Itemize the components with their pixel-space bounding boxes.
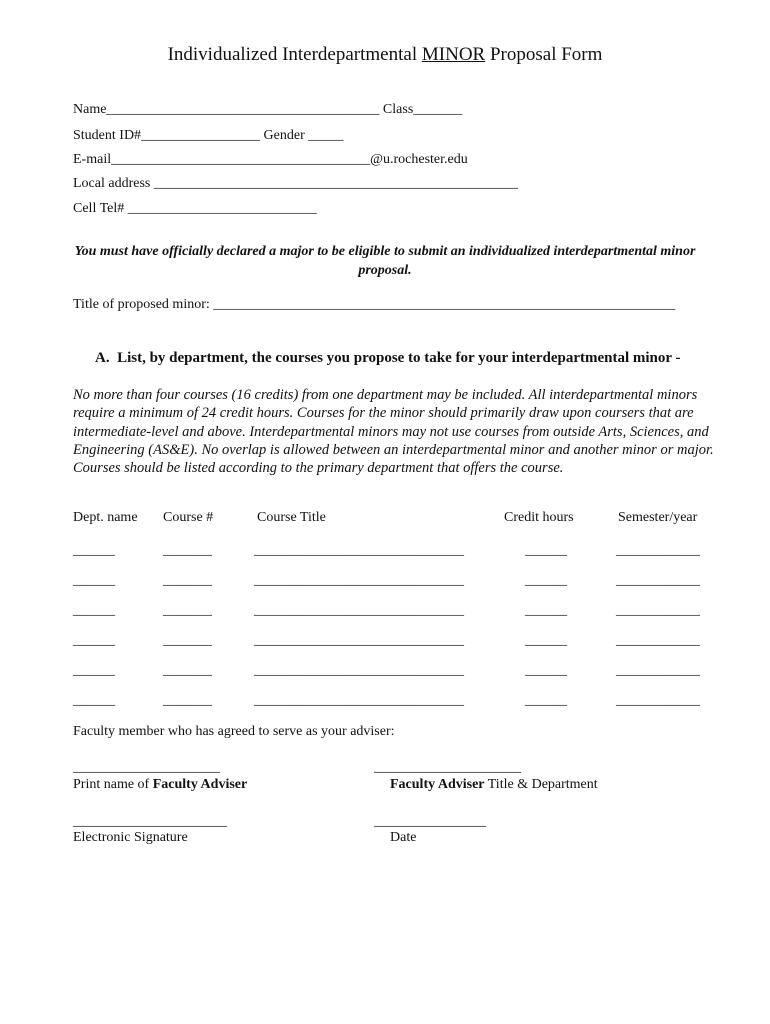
- course-number-blank[interactable]: _______: [163, 603, 212, 618]
- title-dept-label: [390, 777, 598, 793]
- cell-phone-field[interactable]: Cell Tel# ___________________________: [73, 201, 317, 216]
- semester-year-blank[interactable]: ____________: [616, 603, 700, 618]
- semester-year-blank[interactable]: ____________: [616, 663, 700, 678]
- signature-line[interactable]: ______________________: [73, 814, 227, 829]
- credit-hours-blank[interactable]: ______: [525, 543, 567, 558]
- semester-year-blank[interactable]: ____________: [616, 693, 700, 708]
- signature-label: Electronic Signature: [73, 830, 188, 845]
- print-name-label: [73, 777, 247, 793]
- title-dept-suffix: Title & Department: [484, 777, 598, 792]
- adviser-prompt: Faculty member who has agreed to serve as your adviser:: [73, 724, 395, 739]
- header-course-title: Course Title: [257, 510, 326, 525]
- credit-hours-blank[interactable]: ______: [525, 573, 567, 588]
- email-field[interactable]: E-mail_____________________________________@u.rochester.edu: [73, 152, 468, 167]
- local-address-field[interactable]: Local address ____________________________________________________: [73, 176, 518, 191]
- dept-blank[interactable]: ______: [73, 573, 115, 588]
- title-suffix: Proposal Form: [485, 44, 603, 65]
- credit-hours-blank[interactable]: ______: [525, 633, 567, 648]
- date-line[interactable]: ________________: [374, 814, 486, 829]
- semester-year-blank[interactable]: ____________: [616, 633, 700, 648]
- credit-hours-blank[interactable]: ______: [525, 603, 567, 618]
- course-title-blank[interactable]: ______________________________: [254, 573, 464, 588]
- course-number-blank[interactable]: _______: [163, 693, 212, 708]
- title-dept-line[interactable]: _____________________: [374, 760, 521, 775]
- form-title: [0, 44, 770, 66]
- print-name-prefix: Print name of: [73, 777, 153, 792]
- header-dept-name: Dept. name: [73, 510, 138, 525]
- dept-blank[interactable]: ______: [73, 603, 115, 618]
- dept-blank[interactable]: ______: [73, 543, 115, 558]
- header-course-number: Course #: [163, 510, 214, 525]
- faculty-adviser-bold: Faculty Adviser: [152, 777, 248, 792]
- credit-hours-blank[interactable]: ______: [525, 693, 567, 708]
- dept-blank[interactable]: ______: [73, 693, 115, 708]
- course-number-blank[interactable]: _______: [163, 633, 212, 648]
- section-a-heading: A. List, by department, the courses you propose to take for your interdepartmental minor -: [95, 350, 681, 366]
- header-credit-hours: Credit hours: [504, 510, 574, 525]
- course-title-blank[interactable]: ______________________________: [254, 663, 464, 678]
- course-number-blank[interactable]: _______: [163, 543, 212, 558]
- title-prefix: Individualized Interdepartmental: [167, 44, 422, 65]
- date-label: Date: [390, 830, 417, 845]
- credit-hours-blank[interactable]: ______: [525, 663, 567, 678]
- student-id-gender-field[interactable]: Student ID#_________________ Gender _____: [73, 128, 344, 143]
- dept-blank[interactable]: ______: [73, 633, 115, 648]
- semester-year-blank[interactable]: ____________: [616, 543, 700, 558]
- title-minor-word: MINOR: [421, 44, 486, 65]
- print-name-line[interactable]: _____________________: [73, 760, 220, 775]
- course-title-blank[interactable]: ______________________________: [254, 543, 464, 558]
- course-title-blank[interactable]: ______________________________: [254, 603, 464, 618]
- course-title-blank[interactable]: ______________________________: [254, 693, 464, 708]
- faculty-adviser-bold-2: Faculty Adviser: [390, 777, 485, 792]
- semester-year-blank[interactable]: ____________: [616, 573, 700, 588]
- header-semester-year: Semester/year: [618, 510, 698, 525]
- eligibility-notice: You must have officially declared a major to be eligible to submit an individualized interdepartmental minor proposal.: [74, 244, 696, 278]
- course-title-blank[interactable]: ______________________________: [254, 633, 464, 648]
- course-number-blank[interactable]: _______: [163, 663, 212, 678]
- section-a-instructions: No more than four courses (16 credits) from one department may be included. All interdepartmental minors require a minimum of 24 credit hours. Courses for the minor should primarily draw upon coursers that are intermediate-level and above. Interdepartmental minors may not use courses from outside Arts, Sciences, and Engineering (AS&E). No overlap is allowed between an interdepartmental minor and another minor or major. Courses should be listed according to the primary department that offers the course.: [73, 387, 714, 477]
- dept-blank[interactable]: ______: [73, 663, 115, 678]
- proposed-minor-title-field[interactable]: Title of proposed minor: __________________________________________________________________: [73, 297, 676, 312]
- course-number-blank[interactable]: _______: [163, 573, 212, 588]
- name-class-field[interactable]: Name_______________________________________ Class_______: [73, 102, 463, 117]
